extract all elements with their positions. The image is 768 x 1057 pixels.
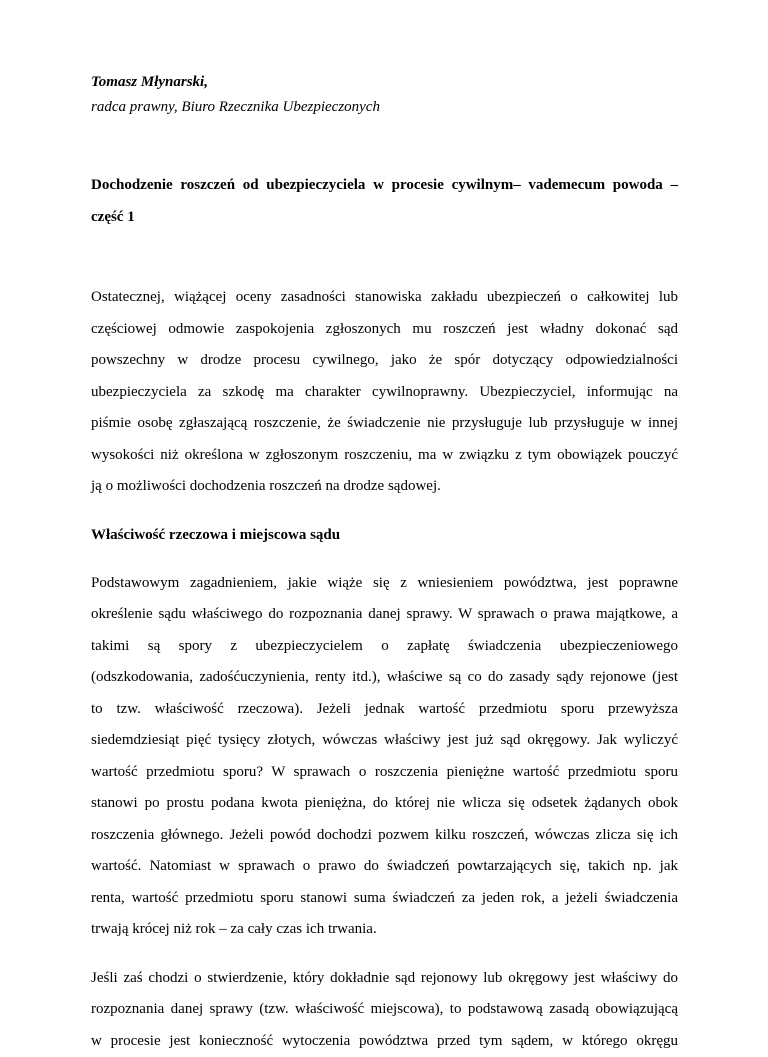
- paragraph-line: piśmie osobę zgłaszającą roszczenie, że świadczenie nie przysługuje lub przysługuje w innej: [91, 408, 678, 440]
- author-role: radca prawny, Biuro Rzecznika Ubezpieczonych: [91, 95, 678, 120]
- paragraph-line: częściowej odmowie zaspokojenia zgłoszonych mu roszczeń jest władny dokonać sąd: [91, 314, 678, 346]
- paragraph-line: Ostatecznej, wiążącej oceny zasadności stanowiska zakładu ubezpieczeń o całkowitej lub: [91, 282, 678, 314]
- paragraph-line: Podstawowym zagadnieniem, jakie wiąże się z wniesieniem powództwa, jest poprawne: [91, 568, 678, 600]
- paragraph-line: stanowi po prostu podana kwota pieniężna, do której nie wlicza się odsetek żądanych obok: [91, 788, 678, 820]
- title-line: Dochodzenie roszczeń od ubezpieczyciela w procesie cywilnym– vademecum powoda –: [91, 169, 678, 201]
- paragraph-line: siedemdziesiąt pięć tysięcy złotych, wówczas właściwy jest już sąd okręgowy. Jak wyliczyć: [91, 725, 678, 757]
- paragraph-line: określenie sądu właściwego do rozpoznania danej sprawy. W sprawach o prawa majątkowe, a: [91, 599, 678, 631]
- paragraph-line: renta, wartość przedmiotu sporu stanowi suma świadczeń za jeden rok, a jeżeli świadczenia: [91, 883, 678, 915]
- intro-paragraph: [91, 282, 678, 503]
- section2-paragraph: [91, 963, 678, 1057]
- section-heading: Właściwość rzeczowa i miejscowa sądu: [91, 523, 678, 548]
- paragraph-line: Jeśli zaś chodzi o stwierdzenie, który dokładnie sąd rejonowy lub okręgowy jest właściwy do: [91, 963, 678, 995]
- paragraph-line: (odszkodowania, zadośćuczynienia, renty itd.), właściwe są co do zasady sądy rejonowe (jest: [91, 662, 678, 694]
- paragraph-line: ubezpieczyciela za szkodę ma charakter cywilnoprawny. Ubezpieczyciel, informując na: [91, 377, 678, 409]
- paragraph-line: trwają krócej niż rok – za cały czas ich trwania.: [91, 914, 678, 946]
- paragraph-line: to tzw. właściwość rzeczowa). Jeżeli jednak wartość przedmiotu sporu przewyższa: [91, 694, 678, 726]
- document-title: [91, 169, 678, 233]
- paragraph-line: w procesie jest konieczność wytoczenia powództwa przed tym sądem, w którego okręgu: [91, 1026, 678, 1057]
- paragraph-line: ją o możliwości dochodzenia roszczeń na drodze sądowej.: [91, 471, 678, 503]
- paragraph-line: takimi są spory z ubezpieczycielem o zapłatę świadczenia ubezpieczeniowego: [91, 631, 678, 663]
- author-name: Tomasz Młynarski,: [91, 70, 678, 95]
- paragraph-line: rozpoznania danej sprawy (tzw. właściwość miejscowa), to podstawową zasadą obowiązującą: [91, 994, 678, 1026]
- section1-paragraph: [91, 568, 678, 946]
- paragraph-line: wysokości niż określona w zgłoszonym roszczeniu, ma w związku z tym obowiązek pouczyć: [91, 440, 678, 472]
- title-line: część 1: [91, 201, 678, 233]
- paragraph-line: wartość przedmiotu sporu? W sprawach o roszczenia pieniężne wartość przedmiotu sporu: [91, 757, 678, 789]
- paragraph-line: roszczenia głównego. Jeżeli powód dochodzi pozwem kilku roszczeń, wówczas zlicza się ich: [91, 820, 678, 852]
- paragraph-line: powszechny w drodze procesu cywilnego, jako że spór dotyczący odpowiedzialności: [91, 345, 678, 377]
- paragraph-line: wartość. Natomiast w sprawach o prawo do świadczeń powtarzających się, takich np. jak: [91, 851, 678, 883]
- document-page: [91, 70, 678, 1057]
